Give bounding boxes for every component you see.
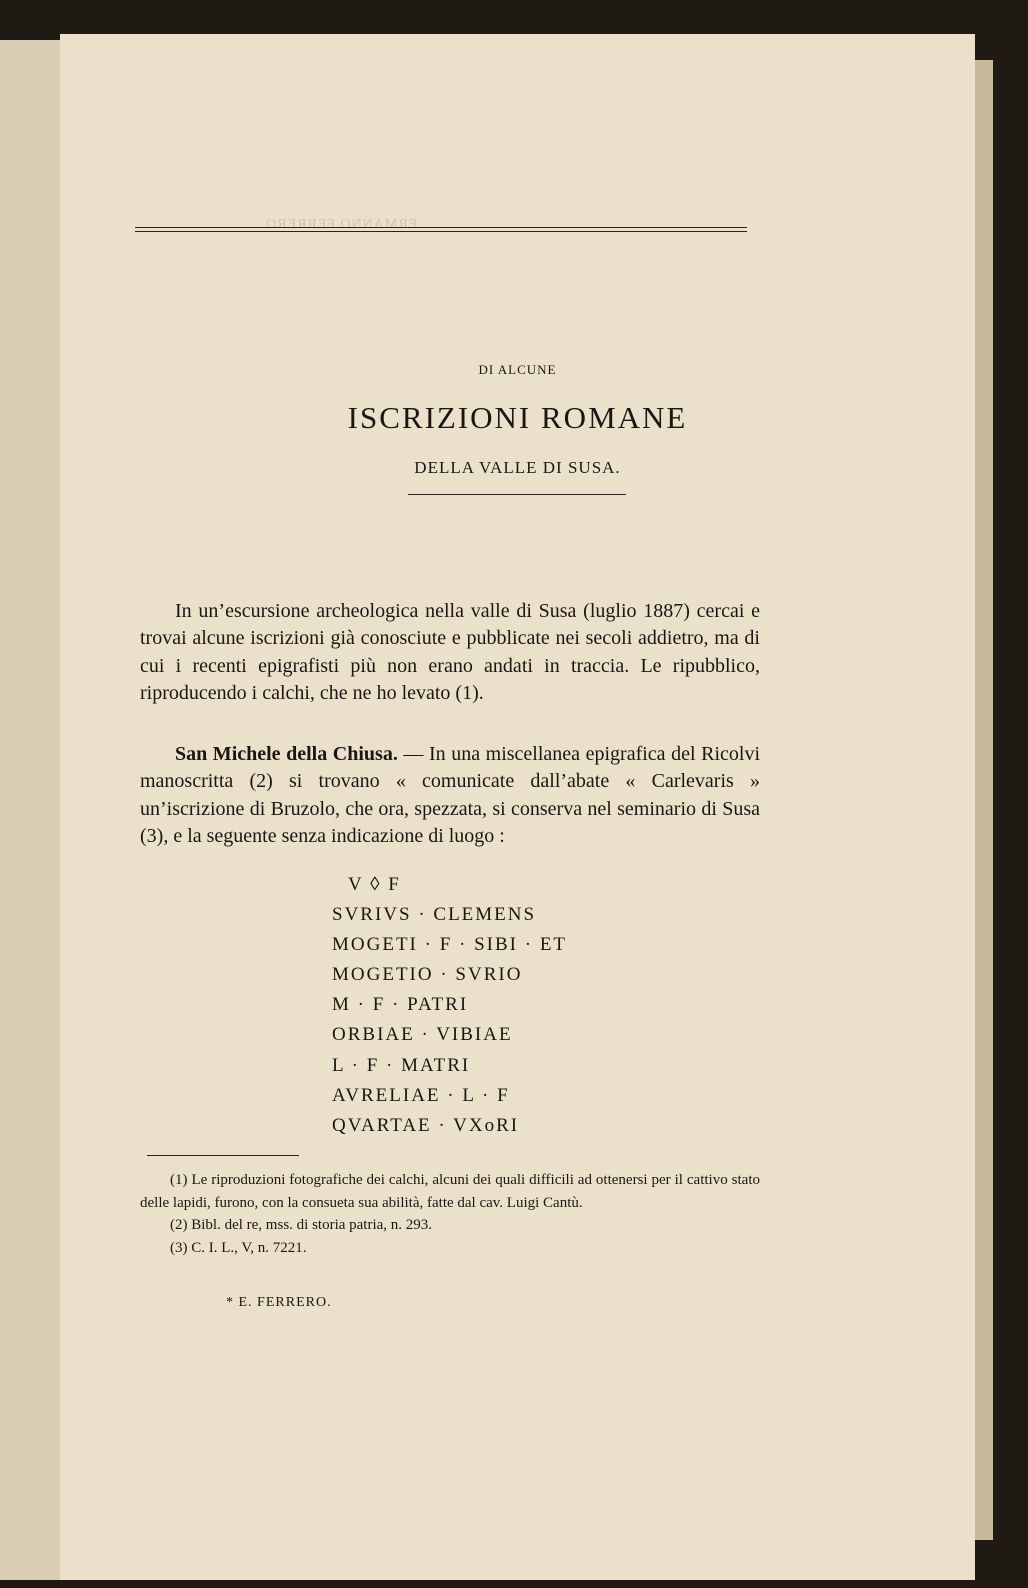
inscription-line: QVARTAE · VXoRI <box>332 1114 520 1136</box>
author-signature: * E. FERRERO. <box>226 1295 332 1310</box>
inscription <box>332 870 592 1141</box>
inscription-line: L · F · MATRI <box>332 1054 471 1076</box>
footnotes <box>140 1169 760 1259</box>
inscription-line: ORBIAE · VIBIAE <box>332 1024 513 1046</box>
inscription-line: V ◊ F <box>348 874 401 895</box>
subtitle-rule <box>408 494 626 495</box>
section-text: — In una miscellanea epigrafica del Ricolvi manoscritta (2) si trovano « comunicate dall’abate « Carlevaris » un’iscrizione di Bruzolo, che ora, spezzata, si conserva nel seminario di Susa (3), e la seguente senza indicazione di luogo : <box>140 743 760 847</box>
footnote-2: (2) Bibl. del re, mss. di storia patria, n. 293. <box>170 1217 433 1233</box>
inscription-line: AVRELIAE · L · F <box>332 1084 510 1106</box>
inscription-line: MOGETIO · SVRIO <box>332 964 523 986</box>
intro-paragraph: In un’escursione archeologica nella valle di Susa (luglio 1887) cercai e trovai alcune iscrizioni già conosciute e pubblicate nei secoli addietro, ma di cui i recenti epigrafisti più non erano andati in traccia. Le ripubblico, riproducendo i calchi, che ne ho levato (1). <box>140 600 760 704</box>
header-rule-bottom <box>135 231 747 232</box>
heading-kicker: DI ALCUNE <box>478 362 557 377</box>
section-paragraph <box>140 741 760 850</box>
show-through-text: ERMANNO FERRERO <box>265 217 418 232</box>
page-title: ISCRIZIONI ROMANE <box>347 400 688 435</box>
left-page-edge <box>0 40 63 1580</box>
page-edge <box>975 60 993 1540</box>
book-page <box>60 34 975 1580</box>
inscription-line: MOGETI · F · SIBI · ET <box>332 934 568 956</box>
header-rule-top <box>135 227 747 228</box>
footnote-rule <box>147 1155 299 1156</box>
section-heading: San Michele della Chiusa. <box>175 743 398 765</box>
inscription-line: M · F · PATRI <box>332 994 469 1016</box>
page-subtitle: DELLA VALLE DI SUSA. <box>414 458 621 477</box>
inscription-line: SVRIVS · CLEMENS <box>332 904 537 926</box>
footnote-3: (3) C. I. L., V, n. 7221. <box>170 1239 307 1256</box>
footnote-1: (1) Le riproduzioni fotografiche dei calchi, alcuni dei quali difficili ad ottenersi per il cattivo stato delle lapidi, furono, con la consueta sua abilità, fatte dal cav. Luigi Cantù. <box>140 1172 760 1211</box>
